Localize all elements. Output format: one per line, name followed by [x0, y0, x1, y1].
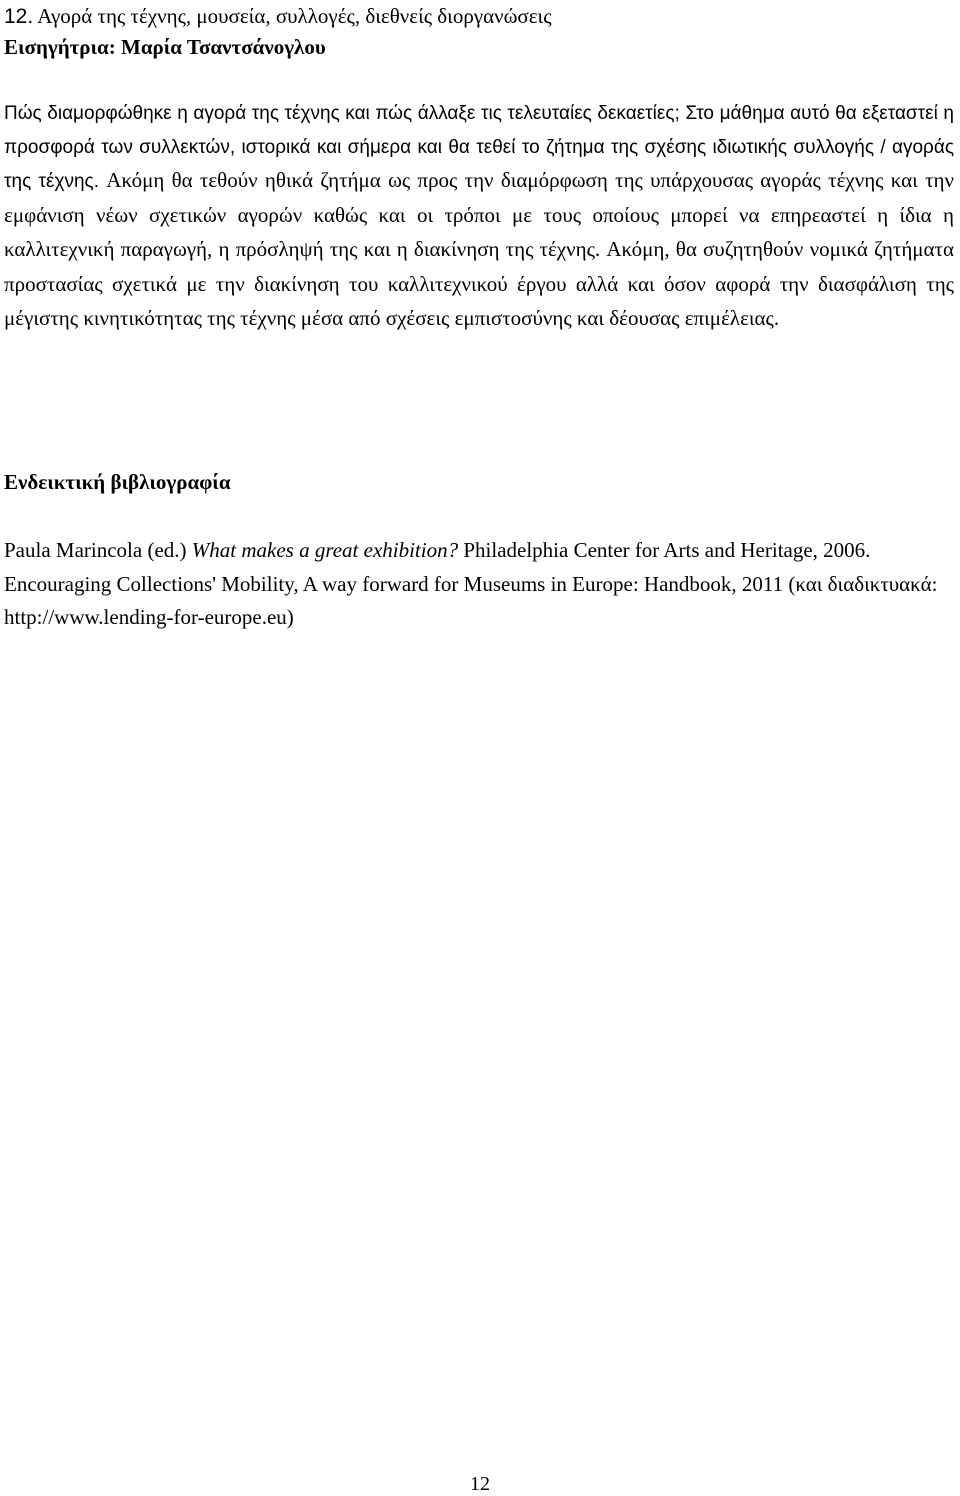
- bibliography-heading: Ενδεικτική βιβλιογραφία: [4, 470, 231, 494]
- entry-title: What makes a great exhibition?: [191, 538, 459, 562]
- course-title: Αγορά της τέχνης, μουσεία, συλλογές, διεθνείς διοργανώσεις: [37, 4, 552, 28]
- abstract-part-1: Πώς διαμορφώθηκε η αγορά της τέχνης και πώς άλλαξε τις τελευταίες δεκαετίες; Στο μάθημα αυτό θα εξεταστεί η προσφορά των συλλεκτών, ιστορικά και σήμερα και θα τεθεί το ζήτημα της σχέσης ιδιωτικής συλλογής / αγοράς της τέχνης.: [4, 103, 954, 192]
- bibliography-entry: [4, 568, 954, 635]
- course-instructor: Εισηγήτρια: Μαρία Τσαντσάνογλου: [4, 35, 326, 59]
- abstract-part-2: Ακόμη θα τεθούν ηθικά ζητήμα ως προς την διαμόρφωση της υπάρχουσας αγοράς τέχνης και την εμφάνιση νέων σχετικών αγορών καθώς και οι τρόποι με τους οποίους μπορεί να επηρεαστεί η ίδια η καλλιτεχνική παραγωγή, η πρόσληψή της και η διακίνηση της τέχνης.: [4, 168, 954, 261]
- entry-publication: Philadelphia Center for Arts and Heritage, 2006.: [463, 538, 871, 562]
- bibliography-list: [4, 534, 954, 635]
- course-heading: [4, 1, 954, 62]
- course-abstract: [4, 97, 954, 337]
- bibliography-entry: [4, 534, 954, 568]
- abstract-part-3: Ακόμη, θα συζητηθούν νομικά ζητήματα προστασίας σχετικά με την διακίνηση του καλλιτεχνικού έργου αλλά και όσον αφορά την διασφάλιση της μέγιστης κινητικότητας της τέχνης μέσα από σχέσεις εμπιστοσύνης και δέουσας επιμέλειας.: [4, 237, 955, 330]
- page-number: 12: [470, 1473, 490, 1495]
- entry-author: Paula Marincola (ed.): [4, 538, 187, 562]
- entry-text: Encouraging Collections' Mobility, A way forward for Museums in Europe: Handbook, 2011 (και διαδικτυακά: http://www.lending-for-europe.eu): [4, 571, 938, 629]
- course-number: 12.: [4, 5, 34, 28]
- course-title-line: [4, 1, 954, 32]
